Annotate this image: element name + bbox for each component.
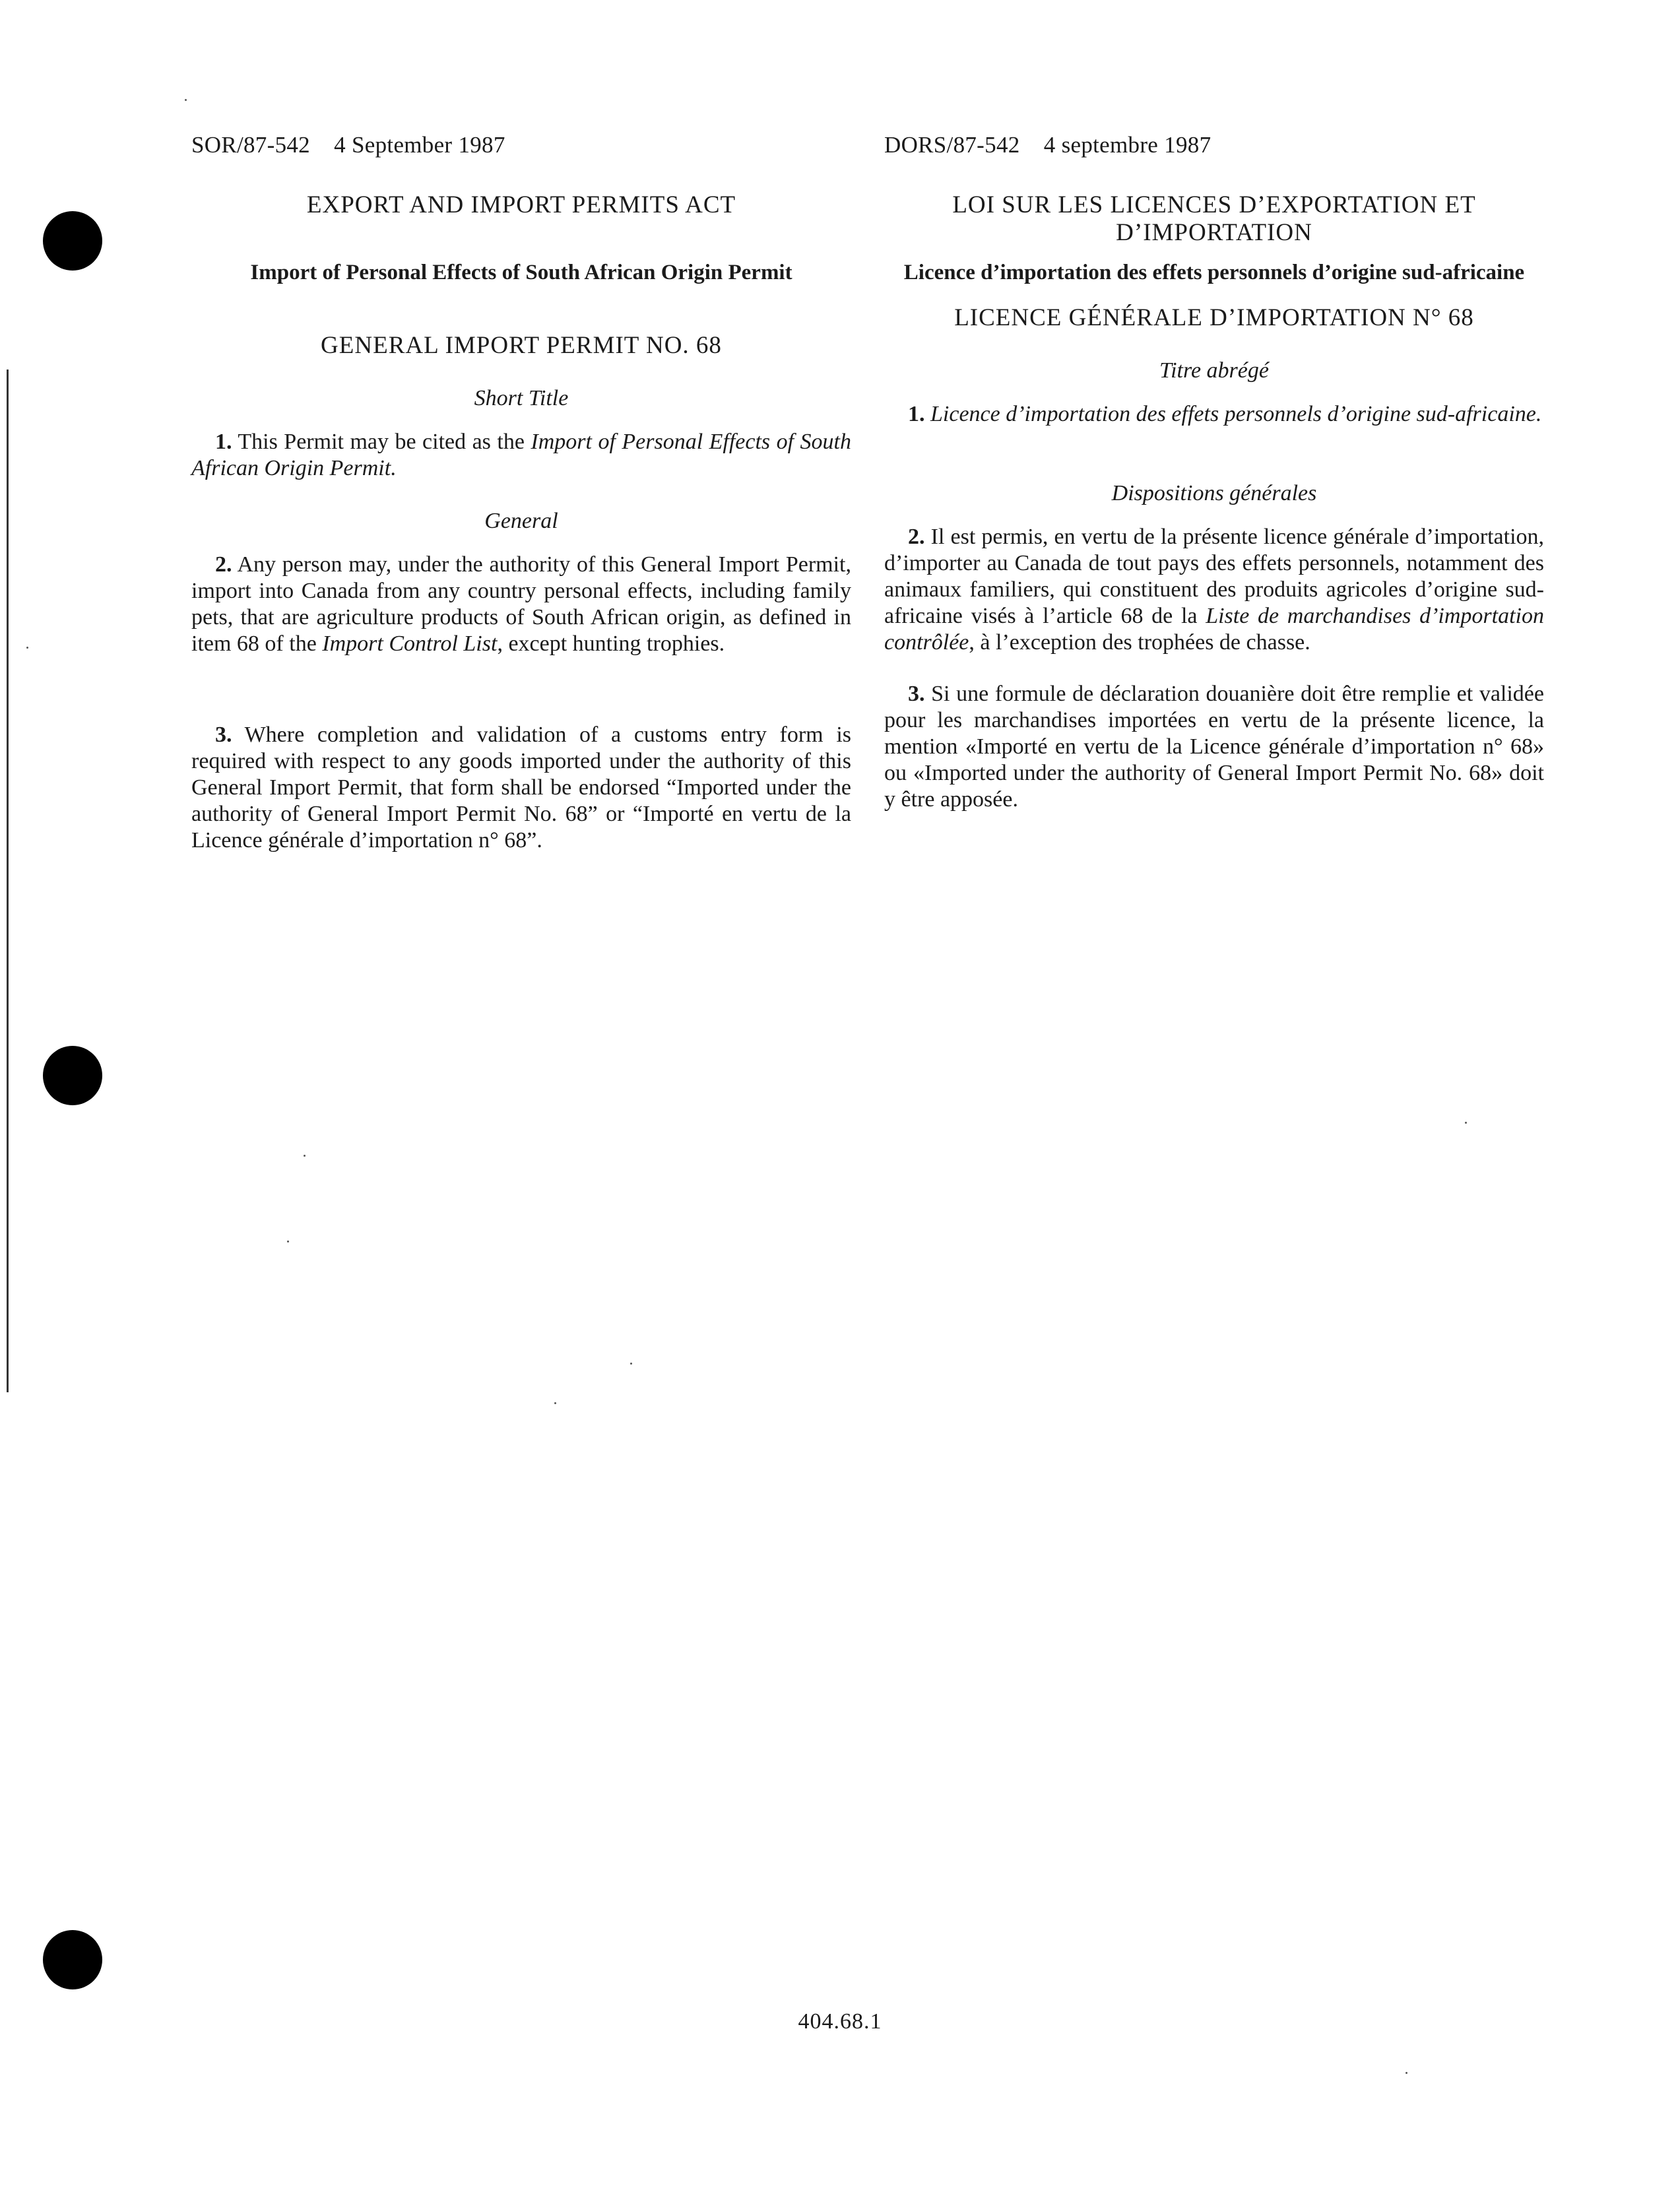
english-column	[191, 132, 851, 854]
page-number: 404.68.1	[798, 2009, 882, 2034]
french-column	[884, 132, 1544, 813]
section-number: 1.	[215, 430, 232, 454]
scan-speck	[554, 1402, 556, 1404]
punch-hole-bottom	[43, 1930, 102, 1989]
regulation-header: SOR/87-542 4 September 1987	[191, 132, 505, 158]
scan-speck	[1405, 2072, 1407, 2074]
scan-speck	[185, 99, 187, 101]
section-3-paragraph	[884, 681, 1544, 813]
section-italic-text: Import Control List	[322, 631, 498, 656]
section-text: Where completion and validation of a customs entry form is required with respect to any goods imported under the authority of this General Import Permit, that form shall be endorsed “Imported under the authority of General Import Permit No. 68” or “Importé en vertu de la Licence générale d’importation n° 68”.	[191, 723, 852, 853]
section-number: 2.	[215, 552, 232, 577]
regulation-header: DORS/87-542 4 septembre 1987	[884, 132, 1212, 158]
section-number: 2.	[908, 525, 925, 549]
section-text: Si une formule de déclaration douanière doit être remplie et validée pour les marchandises importées en vertu de la présente licence, la mention «Importé en vertu de la Licence générale d’importation n° 68» ou «Imported under the authority of General Import Permit No. 68» doit y être apposée.	[884, 682, 1544, 812]
section-2-paragraph	[884, 524, 1544, 656]
section-number: 1.	[908, 402, 925, 426]
section-heading-short-title: Titre abrégé	[1159, 358, 1269, 383]
section-1-paragraph	[884, 401, 1544, 454]
act-title: LOI SUR LES LICENCES D’EXPORTATION ET D’IMPORTATION	[952, 191, 1476, 246]
section-number: 3.	[908, 682, 925, 706]
section-italic-text: Liste de marchandises d’importation contrôlée	[884, 604, 1544, 655]
section-text: Any person may, under the authority of this General Import Permit, import into Canada from any country personal effects, including family pets, that are agriculture products of South African origin, as defined in item 68 of the	[191, 552, 852, 656]
scan-speck	[304, 1155, 306, 1157]
section-text: Il est permis, en vertu de la présente licence générale d’importation, d’importer au Canada de tout pays des effets personnels, notamment des animaux familiers, qui constituent des produits agricoles d’origine sud-africaine visés à l’article 68 de la	[884, 525, 1545, 628]
permit-title: GENERAL IMPORT PERMIT NO. 68	[321, 332, 722, 359]
scan-speck	[287, 1241, 289, 1242]
section-text: , à l’exception des trophées de chasse.	[969, 630, 1310, 655]
scan-speck	[26, 647, 28, 649]
section-heading-general: General	[484, 509, 558, 533]
regulation-title: Licence d’importation des effets personnels d’origine sud-africaine	[903, 261, 1525, 284]
punch-hole-top	[43, 211, 102, 271]
regulation-title: Import of Personal Effects of South African Origin Permit	[250, 261, 792, 284]
scan-speck	[1465, 1122, 1467, 1124]
section-3-paragraph	[191, 722, 851, 854]
permit-title: LICENCE GÉNÉRALE D’IMPORTATION N° 68	[954, 304, 1474, 331]
scan-edge-line	[7, 370, 9, 1392]
section-1-paragraph	[191, 429, 851, 482]
section-heading-short-title: Short Title	[474, 386, 569, 410]
section-number: 3.	[215, 723, 232, 747]
section-text: This Permit may be cited as the	[238, 430, 531, 454]
act-title: EXPORT AND IMPORT PERMITS ACT	[306, 191, 736, 218]
scan-speck	[630, 1363, 632, 1365]
section-heading-general: Dispositions générales	[1111, 481, 1317, 505]
section-2-paragraph	[191, 552, 851, 684]
section-italic-text: Licence d’importation des effets personnels d’origine sud-africaine.	[930, 402, 1542, 426]
section-italic-text: Import of Personal Effects of South African Origin Permit.	[191, 430, 852, 480]
punch-hole-middle	[43, 1046, 102, 1105]
section-text: , except hunting trophies.	[497, 631, 725, 656]
